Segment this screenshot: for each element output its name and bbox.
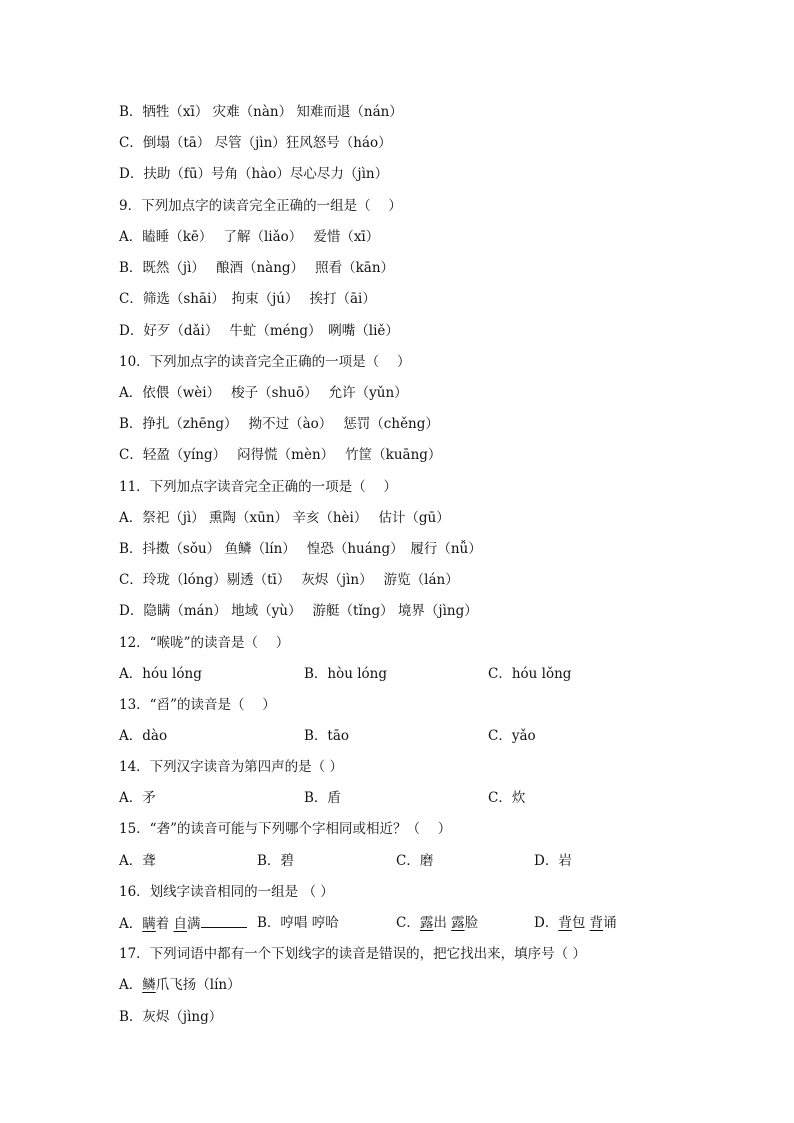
- q15-option-d: D．岩: [534, 853, 572, 869]
- question-16: 16．划线字读音相同的一组是 （ ）: [119, 884, 334, 900]
- question-10: 10．下列加点字的读音完全正确的一项是（ ）: [119, 354, 411, 370]
- q13-option-b: B．tāo: [304, 728, 350, 744]
- question-11: 11．下列加点字读音完全正确的一项是（ ）: [119, 479, 397, 495]
- q15-option-a: A．聋: [119, 853, 156, 869]
- question-12: 12．“喉咙”的读音是（ ）: [119, 635, 290, 651]
- q16-option-d: D．背包 背诵: [534, 915, 617, 931]
- question-9: 9．下列加点字的读音完全正确的一组是（ ）: [119, 198, 402, 214]
- q11-option-b: B．抖擞（sǒu） 鱼鳞（lín） 惶恐（huáng） 履行（nǚ）: [119, 541, 482, 557]
- option-c-prev: C．倒塌（tā） 尽管（jìn）狂风怒号（háo）: [119, 135, 392, 151]
- q11-option-d: D．隐瞒（mán） 地域（yù） 游艇（tǐng） 境界（jìng）: [119, 603, 478, 619]
- q9-option-a: A．瞌睡（kē） 了解（liǎo） 爱惜（xī）: [119, 229, 380, 245]
- question-14: 14．下列汉字读音为第四声的是（ ）: [119, 759, 343, 775]
- q12-options: [119, 664, 679, 684]
- question-13: 13．“舀”的读音是（ ）: [119, 697, 276, 713]
- q15-option-c: C．磨: [396, 853, 434, 869]
- q14-option-c: C．炊: [488, 790, 526, 806]
- q12-option-a: A．hóu lóng: [119, 666, 202, 682]
- answer-blank: [201, 913, 247, 928]
- q14-options: [119, 788, 679, 808]
- q13-options: [119, 726, 679, 746]
- q11-option-a: A．祭祀（jì） 熏陶（xūn） 辛亥（hèi） 估计（gū）: [119, 510, 450, 526]
- q9-option-c: C．筛选（shāi） 拘束（jú） 挨打（āi）: [119, 291, 376, 307]
- q11-option-c: C．玲珑（lóng）剔透（tī） 灰烬（jìn） 游览（lán）: [119, 572, 459, 588]
- q16-option-a: A．瞒着 自满: [119, 913, 247, 934]
- q10-option-b: B．挣扎（zhēng） 拗不过（ào） 惩罚（chěng）: [119, 416, 439, 432]
- q12-option-b: B．hòu lóng: [304, 666, 388, 682]
- q14-option-a: A．矛: [119, 790, 156, 806]
- q13-option-c: C．yǎo: [488, 728, 536, 744]
- q9-option-d: D．好歹（dǎi） 牛虻（méng） 咧嘴（liě）: [119, 323, 399, 339]
- q10-option-c: C．轻盈（yíng） 闷得慌（mèn） 竹筐（kuāng）: [119, 447, 442, 463]
- q17-option-b: B．灰烬（jìng）: [119, 1009, 223, 1025]
- q12-option-c: C．hóu lǒng: [488, 666, 572, 682]
- q15-option-b: B．碧: [257, 853, 294, 869]
- q14-option-b: B．盾: [304, 790, 341, 806]
- q10-option-a: A．依偎（wèi） 梭子（shuō） 允许（yǔn）: [119, 385, 408, 401]
- question-17: 17．下列词语中都有一个下划线字的读音是错误的，把它找出来，填序号（ ）: [119, 946, 586, 962]
- q16-option-c: C．露出 露脸: [396, 915, 479, 931]
- q17-option-a: A．鳞爪飞扬（lín）: [119, 977, 241, 993]
- option-b-prev: B．牺牲（xī） 灾难（nàn） 知难而退（nán）: [119, 104, 403, 120]
- question-15: 15．“砻”的读音可能与下列哪个字相同或相近？（ ）: [119, 821, 452, 837]
- q16-options: [119, 913, 679, 933]
- q15-options: [119, 851, 679, 871]
- q9-option-b: B．既然（jì） 酿酒（nàng） 照看（kān）: [119, 260, 395, 276]
- option-d-prev: D．扶助（fū）号角（hào）尽心尽力（jìn）: [119, 166, 389, 182]
- q13-option-a: A．dào: [119, 728, 168, 744]
- q16-option-b: B．哼唱 哼哈: [257, 915, 339, 931]
